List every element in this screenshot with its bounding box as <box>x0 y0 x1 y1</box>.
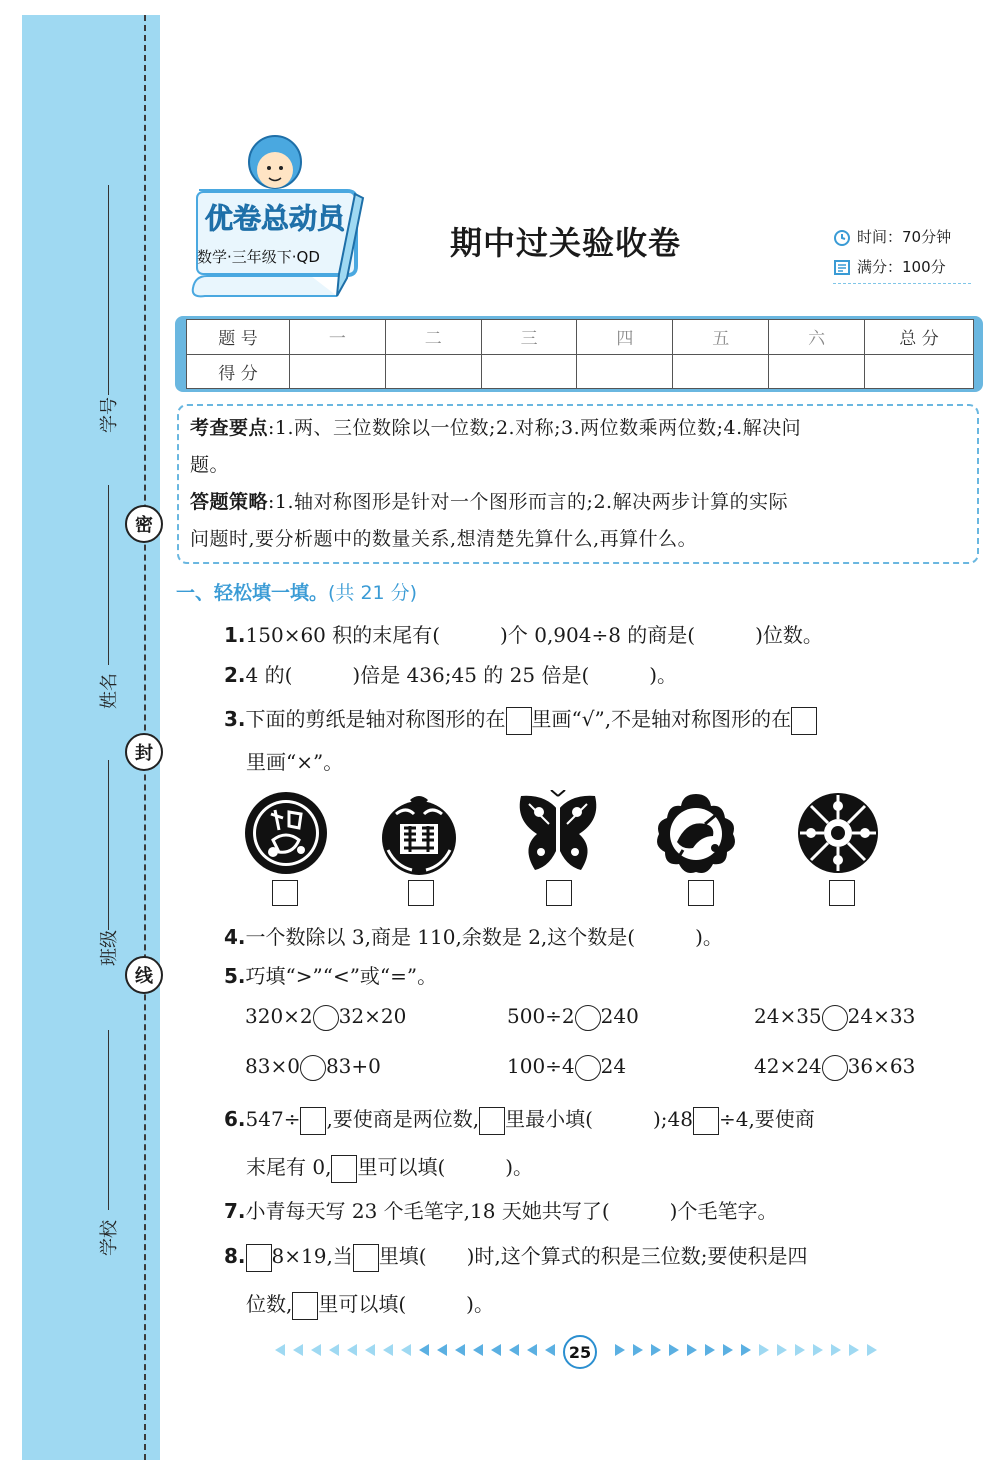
q6-text-a: 547÷ <box>245 1107 301 1131</box>
student-id-label: 学号 <box>99 397 120 433</box>
compare-5 <box>507 1054 626 1081</box>
question-2 <box>224 659 677 688</box>
question-5 <box>224 960 437 989</box>
q3-text-b: 里画“√”,不是轴对称图形的在 <box>531 707 792 731</box>
question-number-header: 题 号 <box>187 320 290 355</box>
paper-cut-fu <box>243 790 329 876</box>
answer-box-cut-4[interactable] <box>688 880 714 906</box>
q3-text-a: 下面的剪纸是轴对称图形的在 <box>245 707 506 731</box>
key-text-2b: 问题时,要分析题中的数量关系,想清楚先算什么,再算什么。 <box>190 528 698 550</box>
compare-left: 500÷2 <box>507 1004 575 1028</box>
q4-text: 一个数除以 3,商是 110,余数是 2,这个数是( )。 <box>245 925 723 949</box>
compare-circle[interactable] <box>313 1005 339 1031</box>
compare-left: 100÷4 <box>507 1054 575 1078</box>
q3-number: 3. <box>224 707 246 731</box>
compare-left: 320×2 <box>245 1004 313 1028</box>
score-row-header: 得 分 <box>187 354 290 389</box>
col-total: 总 分 <box>865 320 974 355</box>
q5-number: 5. <box>224 964 246 988</box>
name-label: 姓名 <box>99 673 120 709</box>
compare-circle[interactable] <box>822 1005 848 1031</box>
question-4 <box>224 921 723 950</box>
q6-text-b: ,要使商是两位数, <box>326 1107 480 1131</box>
paper-cut-flower-bird <box>653 790 739 876</box>
q8-text-c: 位数, <box>246 1292 293 1316</box>
question-7 <box>224 1195 777 1224</box>
q6-text-c: 里最小填( );48 <box>505 1107 693 1131</box>
question-3-cont: 里画“×”。 <box>246 750 344 774</box>
compare-circle[interactable] <box>300 1055 326 1081</box>
key-text-1a: :1.两、三位数除以一位数;2.对称;3.两位数乘两位数;4.解决问 <box>268 417 802 439</box>
q8-text-a: 8×19,当 <box>271 1244 353 1268</box>
seal-xian: 线 <box>125 956 163 994</box>
clock-icon <box>833 228 851 246</box>
q7-text: 小青每天写 23 个毛笔字,18 天她共写了( )个毛笔字。 <box>245 1199 778 1223</box>
col-4: 四 <box>577 320 673 355</box>
compare-3 <box>754 1004 915 1031</box>
col-6: 六 <box>769 320 865 355</box>
col-3: 三 <box>481 320 577 355</box>
answer-box[interactable] <box>353 1244 379 1272</box>
q1-text: 150×60 积的末尾有( )个 0,904÷8 的商是( )位数。 <box>245 623 823 647</box>
paper-cut-mandala <box>795 790 881 876</box>
answer-box[interactable] <box>331 1155 357 1183</box>
compare-right: 83+0 <box>325 1054 381 1078</box>
school-line <box>108 1030 109 1210</box>
logo-subtitle: 数学·三年级下·QD <box>197 248 320 266</box>
school-label: 学校 <box>99 1220 120 1256</box>
compare-circle[interactable] <box>822 1055 848 1081</box>
q7-number: 7. <box>224 1199 246 1223</box>
q2-number: 2. <box>224 663 246 687</box>
answer-box[interactable] <box>246 1244 272 1272</box>
question-3 <box>224 703 817 735</box>
score-cell[interactable] <box>385 354 481 389</box>
q5-text: 巧填“>”“<”或“=”。 <box>245 964 438 988</box>
exam-meta <box>833 222 951 282</box>
page-number: 25 <box>563 1335 597 1369</box>
answer-box[interactable] <box>506 707 532 735</box>
answer-box[interactable] <box>693 1107 719 1135</box>
compare-circle[interactable] <box>575 1055 601 1081</box>
score-cell[interactable] <box>673 354 769 389</box>
score-cell[interactable] <box>577 354 673 389</box>
name-line <box>108 485 109 665</box>
q8-text-d: 里可以填( )。 <box>318 1292 494 1316</box>
answer-box[interactable] <box>292 1292 318 1320</box>
compare-right: 240 <box>600 1004 639 1028</box>
compare-left: 42×24 <box>754 1054 822 1078</box>
compare-right: 36×63 <box>847 1054 916 1078</box>
series-logo <box>187 128 367 300</box>
compare-left: 83×0 <box>245 1054 300 1078</box>
key-label-2: 答题策略 <box>190 491 269 513</box>
question-6-cont <box>246 1151 533 1183</box>
answer-box-cut-3[interactable] <box>546 880 572 906</box>
compare-left: 24×35 <box>754 1004 822 1028</box>
paper-cut-butterfly <box>515 790 601 876</box>
score-icon <box>833 258 851 276</box>
section-1-title: 一、轻松填一填。 <box>176 582 329 604</box>
compare-2 <box>507 1004 639 1031</box>
question-8 <box>224 1240 808 1272</box>
meta-divider <box>833 283 971 284</box>
answer-box-cut-5[interactable] <box>829 880 855 906</box>
col-2: 二 <box>385 320 481 355</box>
q6-text-d: ÷4,要使商 <box>718 1107 815 1131</box>
score-table <box>186 319 974 389</box>
score-cell[interactable] <box>481 354 577 389</box>
answer-box[interactable] <box>791 707 817 735</box>
question-8-cont <box>246 1288 494 1320</box>
q4-number: 4. <box>224 925 246 949</box>
section-1-points: (共 21 分) <box>328 582 418 604</box>
logo-title: 优卷总动员 <box>205 202 346 235</box>
seal-mi: 密 <box>125 505 163 543</box>
class-line <box>108 760 109 930</box>
compare-right: 32×20 <box>338 1004 407 1028</box>
key-label-1: 考查要点 <box>190 417 269 439</box>
compare-1 <box>245 1004 406 1031</box>
q1-number: 1. <box>224 623 246 647</box>
answer-box[interactable] <box>479 1107 505 1135</box>
class-label: 班级 <box>99 930 120 966</box>
answer-box[interactable] <box>300 1107 326 1135</box>
answer-box-cut-2[interactable] <box>408 880 434 906</box>
key-text-1b: 题。 <box>190 454 230 476</box>
q2-text: 4 的( )倍是 436;45 的 25 倍是( )。 <box>245 663 678 687</box>
q8-number: 8. <box>224 1244 246 1268</box>
key-points-text <box>190 410 970 558</box>
q6-number: 6. <box>224 1107 246 1131</box>
compare-right: 24×33 <box>847 1004 916 1028</box>
exam-score: 满分：100分 <box>857 258 946 276</box>
paper-cut-double-happiness <box>376 790 462 876</box>
col-1: 一 <box>290 320 386 355</box>
score-cell[interactable] <box>769 354 865 389</box>
score-cell[interactable] <box>865 354 974 389</box>
page-title: 期中过关验收卷 <box>450 224 682 262</box>
compare-4 <box>245 1054 381 1081</box>
section-1-heading <box>176 578 417 605</box>
compare-right: 24 <box>600 1054 627 1078</box>
score-cell[interactable] <box>290 354 386 389</box>
exam-time: 时间：70分钟 <box>857 228 952 246</box>
col-5: 五 <box>673 320 769 355</box>
answer-box-cut-1[interactable] <box>272 880 298 906</box>
student-id-line <box>108 185 109 395</box>
q8-text-b: 里填( )时,这个算式的积是三位数;要使积是四 <box>378 1244 808 1268</box>
seal-feng: 封 <box>125 733 163 771</box>
question-6 <box>224 1103 815 1135</box>
question-1 <box>224 619 823 648</box>
compare-6 <box>754 1054 915 1081</box>
q6-text-f: 里可以填( )。 <box>357 1155 534 1179</box>
compare-circle[interactable] <box>575 1005 601 1031</box>
key-text-2a: :1.轴对称图形是针对一个图形而言的;2.解决两步计算的实际 <box>268 491 789 513</box>
q6-text-e: 末尾有 0, <box>246 1155 332 1179</box>
